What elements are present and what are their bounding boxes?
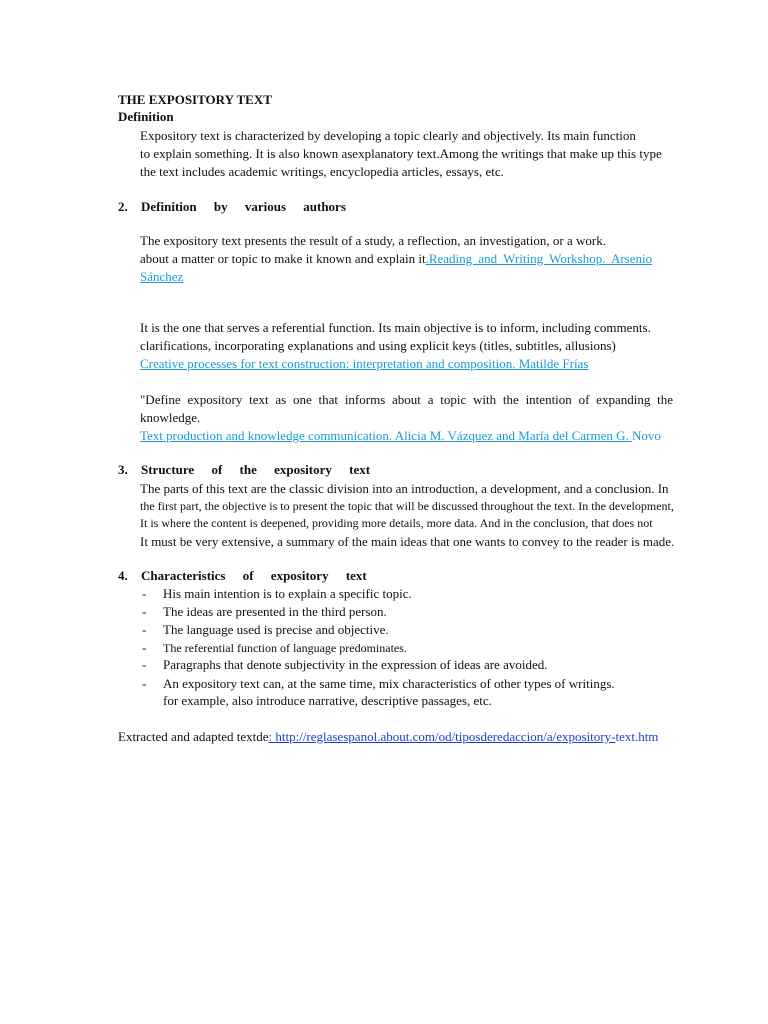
definition-line-3: the text includes academic writings, encyclopedia articles, essays, etc. [140,164,504,179]
quote-1-source-link-cont[interactable]: Sánchez [140,269,184,284]
source-url-link[interactable]: : http://reglasespanol.about.com/od/tiposderedaccion/a/expository- [268,729,616,744]
definition-line-1: Expository text is characterized by developing a topic clearly and objectively. Its main function [140,128,636,143]
structure-line-3: It is where the content is deepened, providing more details, more data. And in the conclusion, that does not [140,516,653,530]
quote-3-source-tail: Novo [632,428,661,443]
section-2-number: 2. [118,199,128,214]
section-4-heading: Characteristics of expository text [141,568,367,583]
definition-heading: Definition [118,109,174,124]
bullet-marker: - [142,676,147,691]
bullet-item-2: The ideas are presented in the third person. [163,604,387,619]
definition-line-2: to explain something. It is also known asexplanatory text.Among the writings that make up this type [140,146,662,161]
quote-3-source-link[interactable]: Text production and knowledge communication. Alicia M. Vázquez and María del Carmen G. [140,428,632,443]
section-2-heading: Definition by various authors [141,199,346,214]
quote-1-line-2-text: about a matter or topic to make it known and explain it [140,251,426,266]
bullet-marker: - [142,640,147,655]
quote-1-line-2 [140,250,700,268]
bullet-item-5: Paragraphs that denote subjectivity in the expression of ideas are avoided. [163,657,548,672]
structure-line-1: The parts of this text are the classic division into an introduction, a development, and a conclusion. In [140,481,669,496]
source-url-tail[interactable]: text.htm [615,729,659,744]
bullet-item-6-continuation: for example, also introduce narrative, descriptive passages, etc. [163,693,492,708]
bullet-marker: - [142,622,147,637]
bullet-item-6: An expository text can, at the same time, mix characteristics of other types of writings. [163,676,615,691]
section-4-number: 4. [118,568,128,583]
quote-3-line-2: knowledge. [140,410,201,425]
structure-line-2: the first part, the objective is to present the topic that will be discussed throughout the text. In the development, [140,499,674,513]
quote-1-source-link[interactable]: .Reading and Writing Workshop. Arsenio [425,251,653,266]
structure-line-4: It must be very extensive, a summary of the main ideas that one wants to convey to the reader is made. [140,534,675,549]
bullet-marker: - [142,586,147,601]
quote-2-source-link[interactable]: Creative processes for text construction: interpretation and composition. Matilde Frías [140,356,589,371]
quote-3-line-1-text: "Define expository text as one that informs about a topic with the intention of expanding the [140,392,673,407]
source-line [118,728,658,746]
bullet-item-4: The referential function of language predominates. [163,641,407,655]
quote-2-line-2: clarifications, incorporating explanations and using explicit keys (titles, subtitles, allusions) [140,338,616,353]
quote-2-line-1: It is the one that serves a referential function. Its main objective is to inform, including comments. [140,320,651,335]
section-3-number: 3. [118,462,128,477]
quote-3-source [140,427,661,445]
source-prefix: Extracted and adapted textde [118,729,269,744]
bullet-item-3: The language used is precise and objective. [163,622,389,637]
bullet-marker: - [142,657,147,672]
document-title: THE EXPOSITORY TEXT [118,92,272,107]
quote-1-line-1: The expository text presents the result of a study, a reflection, an investigation, or a work. [140,233,606,248]
bullet-item-1: His main intention is to explain a specific topic. [163,586,412,601]
bullet-marker: - [142,604,147,619]
quote-3-line-1 [140,391,673,409]
section-3-heading: Structure of the expository text [141,462,371,477]
